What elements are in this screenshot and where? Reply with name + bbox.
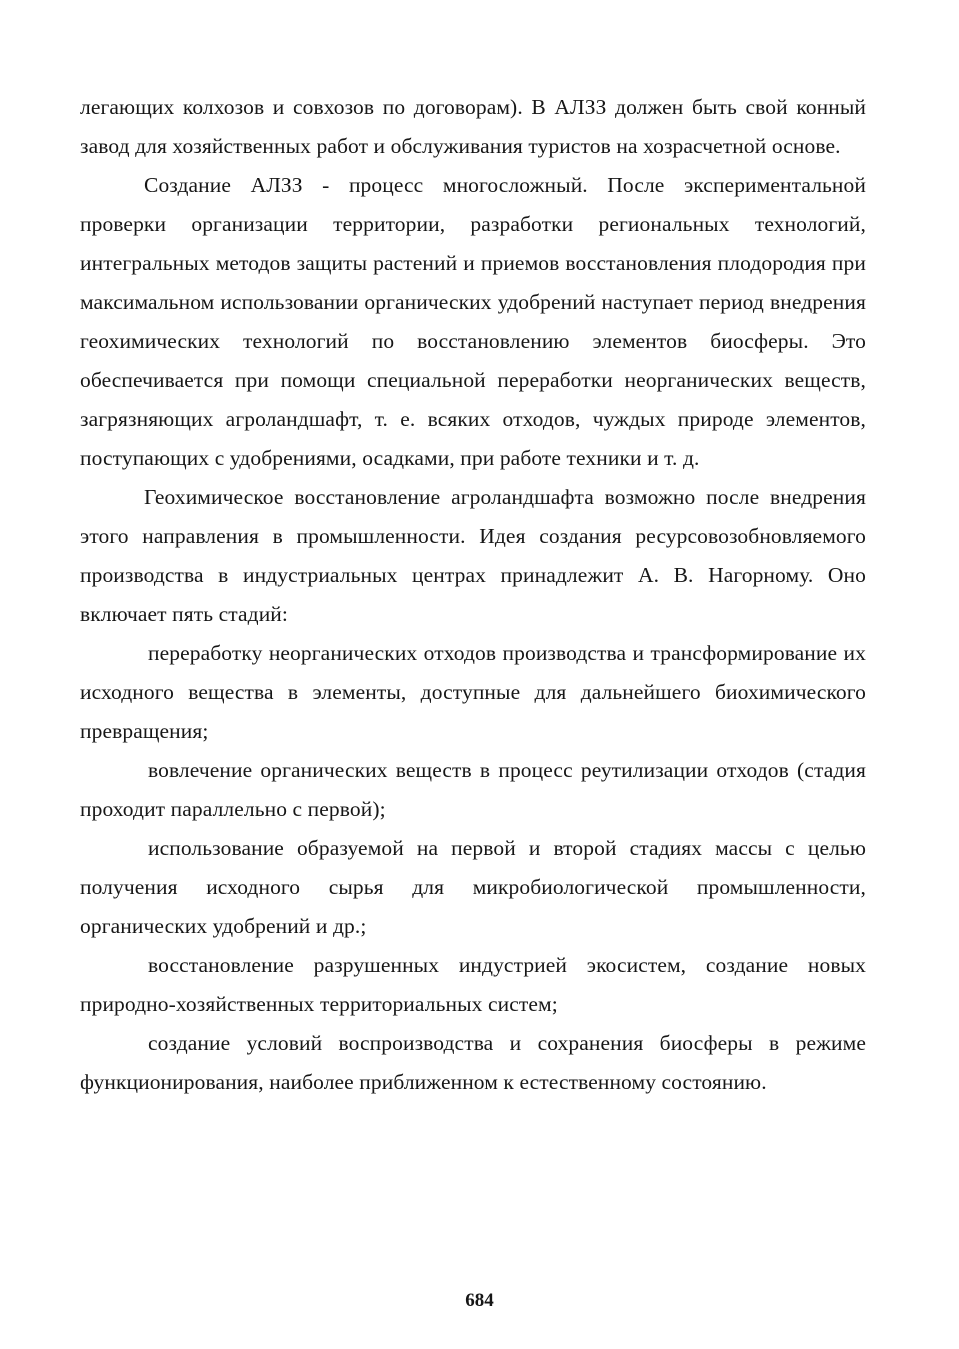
list-item-stage-3: использование образуемой на первой и второй стадиях массы с целью получения исходного сырья для микробиологической промышленности, органических удобрений и др.;: [80, 836, 866, 938]
list-item-stage-4: восстановление разрушенных индустрией экосистем, создание новых природно-хозяйственных территориальных систем;: [80, 953, 866, 1016]
page-number: 684: [465, 1290, 494, 1311]
list-item-stage-2: вовлечение органических веществ в процесс реутилизации отходов (стадия проходит параллельно с первой);: [80, 758, 866, 821]
list-item-stage-5: создание условий воспроизводства и сохранения биосферы в режиме функционирования, наиболее приближенном к естественному состоянию.: [80, 1031, 866, 1094]
list-item-stage-1: переработку неорганических отходов производства и трансформирование их исходного вещества в элементы, доступные для дальнейшего биохимического превращения;: [80, 641, 866, 743]
paragraph-continuation: легающих колхозов и совхозов по договорам). В АЛЗЗ должен быть свой конный завод для хозяйственных работ и обслуживания туристов на хозрасчетной основе.: [80, 95, 866, 158]
paragraph-alzz-creation: Создание АЛЗЗ - процесс многосложный. После экспериментальной проверки организации территории, разработки региональных технологий, интегральных методов защиты растений и приемов восстановления плодородия при максимальном использовании органических удобрений наступает период внедрения геохимических технологий по восстановлению элементов биосферы. Это обеспечивается при помощи специальной переработки неорганических веществ, загрязняющих агроландшафт, т. е. всяких отходов, чуждых природе элементов, поступающих с удобрениями, осадками, при работе техники и т. д.: [80, 173, 866, 470]
page-body: [80, 88, 866, 1102]
paragraph-geochemical-restoration: Геохимическое восстановление агроландшафта возможно после внедрения этого направления в промышленности. Идея создания ресурсовозобновляемого производства в индустриальных центрах принадлежит А. В. Нагорному. Оно включает пять стадий:: [80, 485, 866, 626]
